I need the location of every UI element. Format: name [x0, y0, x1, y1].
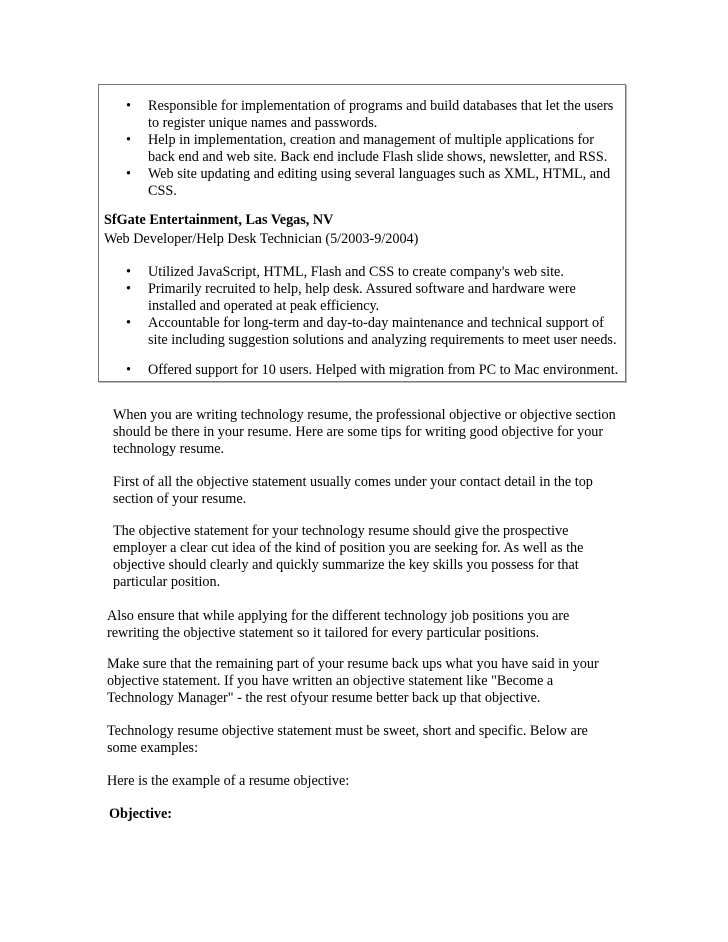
responsibility-list-3	[101, 362, 638, 379]
list-item: • Primarily recruited to help, help desk. Assured software and hardware were installed and operated at peak efficiency.	[126, 281, 576, 314]
bullet-icon: •	[126, 281, 131, 297]
bullet-icon: •	[126, 166, 131, 182]
job-company: SfGate Entertainment, Las Vegas, NV	[104, 212, 334, 228]
paragraph-prospective: The objective statement for your technology resume should give the prospective employer a clear cut idea of the kind of position you are seeking for. As well as the objective should clearly and quickly summarize the key skills you possess for that particular position.	[113, 523, 584, 590]
bullet-icon: •	[126, 315, 131, 331]
bullet-icon: •	[126, 98, 131, 114]
paragraph-backup: Make sure that the remaining part of your resume back ups what you have said in your objective statement. If you have written an objective statement like "Become a Technology Manager" - the rest ofyour resume better back up that objective.	[107, 656, 599, 706]
list-item: • Responsible for implementation of programs and build databases that let the users to register unique names and passwords.	[126, 98, 614, 131]
list-item: • Offered support for 10 users. Helped with migration from PC to Mac environment.	[126, 362, 619, 378]
list-item: • Utilized JavaScript, HTML, Flash and CSS to create company's web site.	[126, 264, 564, 280]
responsibility-list-2	[101, 264, 618, 349]
paragraph-placement: First of all the objective statement usually comes under your contact detail in the top section of your resume.	[113, 474, 593, 507]
bullet-icon: •	[126, 362, 131, 378]
responsibility-list-1	[101, 98, 618, 200]
bullet-icon: •	[126, 132, 131, 148]
paragraph-example: Here is the example of a resume objective:	[107, 773, 350, 789]
paragraph-short: Technology resume objective statement must be sweet, short and specific. Below are some examples:	[107, 723, 588, 756]
list-item: • Web site updating and editing using several languages such as XML, HTML, and CSS.	[126, 166, 611, 199]
paragraph-intro: When you are writing technology resume, the professional objective or objective section should be there in your resume. Here are some tips for writing good objective for your technology resume.	[113, 407, 616, 457]
bullet-icon: •	[126, 264, 131, 280]
list-item: • Accountable for long-term and day-to-day maintenance and technical support of site including suggestion solutions and analyzing requirements to meet user needs.	[126, 315, 617, 348]
objective-label: Objective:	[109, 806, 173, 822]
paragraph-tailoring: Also ensure that while applying for the different technology job positions you are rewriting the objective statement so it tailored for every particular positions.	[107, 608, 570, 641]
list-item: • Help in implementation, creation and management of multiple applications for back end and web site. Back end include Flash slide shows, newsletter, and RSS.	[126, 132, 608, 165]
job-title: Web Developer/Help Desk Technician (5/2003-9/2004)	[104, 231, 419, 247]
